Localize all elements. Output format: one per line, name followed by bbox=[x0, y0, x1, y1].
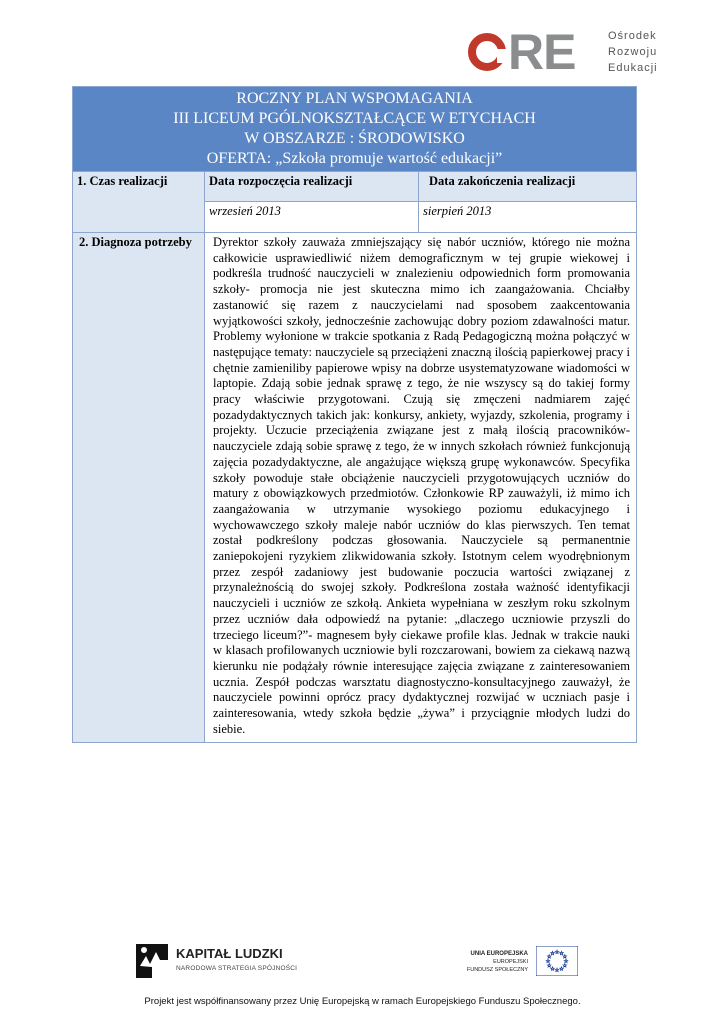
ore-logo-line: Ośrodek bbox=[608, 30, 657, 42]
ore-logo-text bbox=[608, 28, 658, 76]
kapital-ludzki-logo bbox=[132, 934, 302, 988]
title-line: OFERTA: „Szkoła promuje wartość edukacji” bbox=[206, 150, 503, 167]
eu-logo-text bbox=[460, 950, 528, 974]
diagnosis-text: Dyrektor szkoły zauważa zmniejszający się nabór uczniów, którego nie można całkowicie usprawiedliwić niżem demograficznym w tej grupie wiekowej i podkreśla trudność nauczycieli w znalezieniu odpowiednich form promowania szkoły- promocja nie jest skuteczna mimo ich zaangażowania. Chciałby zastanowić się razem z nauczycielami nad sposobem zaakcentowania wyjątkowości szkoły, jednocześnie zachowując dobry poziom zdawalności matur. Problemy wyłonione w trakcie spotkania z Radą Pedagogiczną można połączyć w następujące tematy: nauczyciele są przeciążeni znaczną ilością papierkowej pracy i chętnie zamieniliby papierowe wpisy na dobrze usystematyzowane wiadomości w laptopie. Zdają sobie jednak sprawę z tego, że nie wszyscy są do takiej formy pracy właściwie przygotowani. Czują się zmęczeni nadmiarem zajęć pozadydaktycznych takich jak: konkursy, ankiety, wyjazdy, szkolenia, programy i projekty. Uczucie przeciążenia związane jest z małą ilością pracowników- nauczyciele zdają sobie sprawę z tego, że w innych szkołach również funkcjonują zajęcia pozadydaktyczne, ale angażujące większą grupę wykonawców. Specyfika szkoły powoduje stałe obciążenie nauczycieli przygotowujących uczniów do matury z obowiązkowych przedmiotów. Członkowie RP zauważyli, iż mimo ich zaangażowania w utrzymanie wysokiego poziomu edukacyjnego i wychowawczego szkoły maleje nabór uczniów do klas pierwszych. Ten temat został podkreślony podczas głosowania. Nauczyciele są permanentnie zaniepokojeni ryzykiem zlikwidowania szkoły. Istotnym celem wyodrębnionym przez zespół zadaniowy jest budowanie poczucia wartości związanej z przynależnością do swojej szkoły. Podkreślona została ważność identyfikacji nauczycieli i uczniów ze szkołą. Ankieta wypełniana w zeszłym roku szkolnym przez uczniów dała odpowiedź na pytanie: „dlaczego uczniowie przyszli do trzeciego liceum?”- magnesem były ciekawe profile klas. Jednak w trakcie nauki w klasach profilowanych uczniowie byli rozczarowani, bowiem za ciekawą nazwą kierunku nie podążały równie interesujące zajęcia związane z zainteresowaniem ucznia. Zespół podczas warsztatu diagnostyczno-konsultacyjnego zauważył, że nauczyciele powinni oprócz pracy dydaktycznej rozwijać w uczniach pasje i zainteresowania, wtedy szkoła będzie „żywa” i przyciągnie młodych ludzi do siebie. bbox=[205, 233, 637, 743]
ore-logo-re: RE bbox=[508, 24, 576, 80]
ore-logo-o-icon bbox=[468, 33, 506, 71]
eu-line-1: UNIA EUROPEJSKA bbox=[470, 951, 528, 957]
title-line: III LICEUM PGÓLNOKSZTAŁCĄCE W ETYCHACH bbox=[173, 110, 536, 127]
start-date-value: wrzesień 2013 bbox=[205, 202, 419, 233]
section-label-time: 1. Czas realizacji bbox=[73, 172, 205, 233]
eu-line-3: FUNDUSZ SPOŁECZNY bbox=[466, 967, 528, 973]
title-line: ROCZNY PLAN WSPOMAGANIA bbox=[236, 90, 473, 107]
eu-flag-icon bbox=[536, 946, 578, 976]
ore-logo-mark bbox=[468, 24, 575, 80]
end-date-header: Data zakończenia realizacji bbox=[419, 172, 637, 202]
kapital-ludzki-subtitle: NARODOWA STRATEGIA SPÓJNOŚCI bbox=[176, 965, 298, 972]
title-line: W OBSZARZE : ŚRODOWISKO bbox=[244, 130, 465, 147]
end-date-value: sierpień 2013 bbox=[419, 202, 637, 233]
ore-logo-line: Rozwoju bbox=[608, 46, 658, 58]
ore-logo-line: Edukacji bbox=[608, 62, 658, 74]
ore-logo bbox=[468, 24, 668, 80]
plan-table bbox=[72, 86, 637, 743]
kapital-ludzki-emblem-icon bbox=[132, 938, 172, 984]
title-block bbox=[73, 87, 637, 172]
cofinancing-note: Projekt jest współfinansowany przez Unię Europejską w ramach Europejskiego Funduszu Społecznego. bbox=[144, 996, 581, 1007]
section-label-diagnosis: 2. Diagnoza potrzeby bbox=[73, 233, 205, 743]
kapital-ludzki-title: KAPITAŁ LUDZKI bbox=[176, 946, 283, 961]
start-date-header: Data rozpoczęcia realizacji bbox=[205, 172, 419, 202]
eu-line-2: EUROPEJSKI bbox=[493, 959, 528, 965]
eu-logo bbox=[460, 950, 590, 980]
